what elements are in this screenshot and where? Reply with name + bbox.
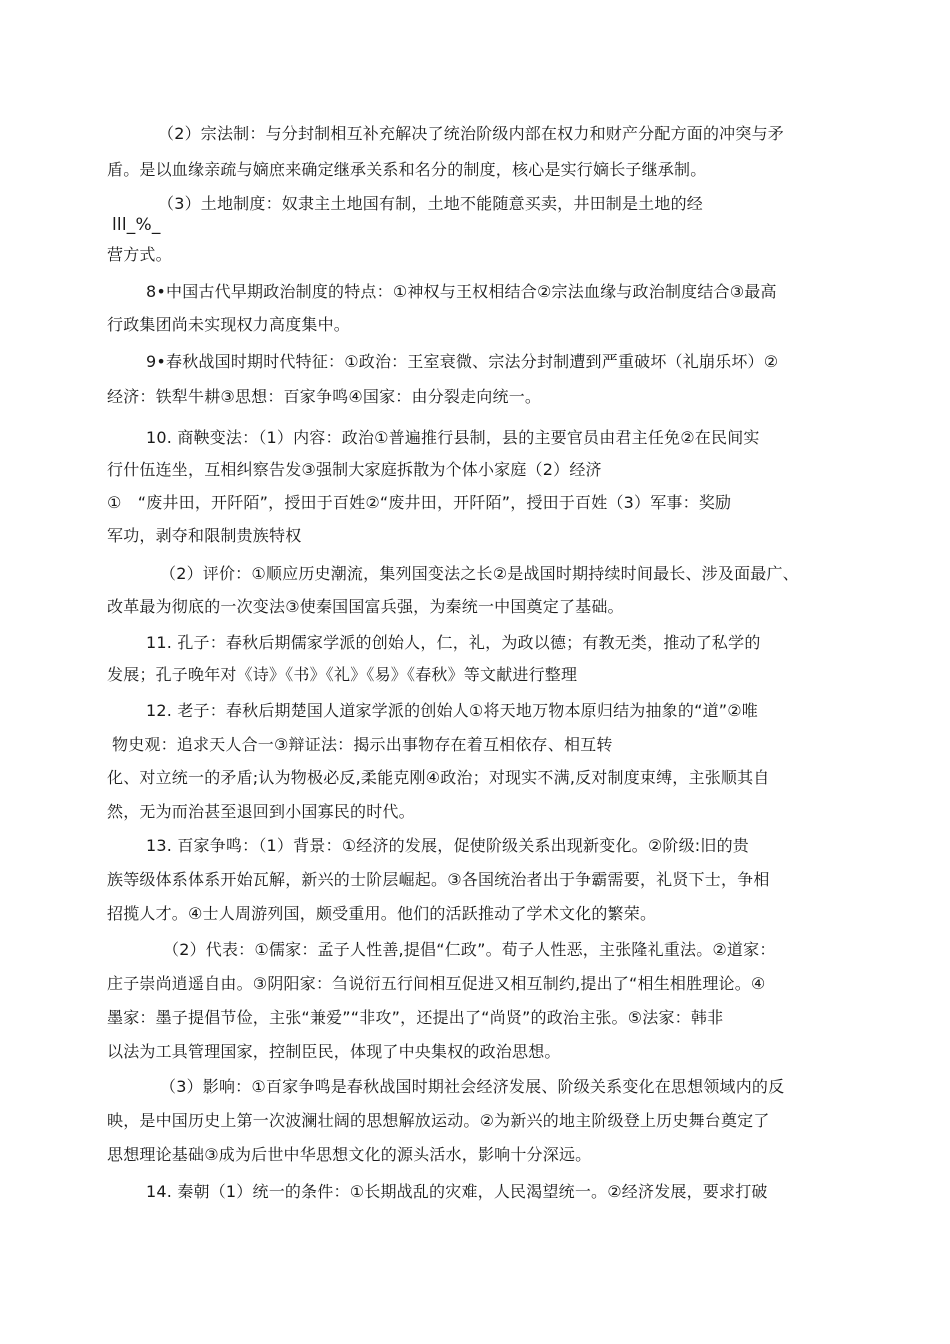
text-line: 行政集团尚未实现权力高度集中。	[107, 315, 351, 334]
text-line: （3）影响：①百家争鸣是春秋战国时期社会经济发展、阶级关系变化在思想领域内的反	[160, 1077, 785, 1096]
text-line: 8•中国古代早期政治制度的特点：①神权与王权相结合②宗法血缘与政治制度结合③最高	[146, 282, 777, 301]
text-line: 招揽人才。④士人周游列国，颇受重用。他们的活跃推动了学术文化的繁荣。	[107, 904, 657, 923]
text-line: 庄子崇尚逍遥自由。③阴阳家：刍说衍五行间相互促进又相互制约,提出了“相生相胜理论。④	[107, 974, 766, 993]
text-line: 族等级体系体系开始瓦解，新兴的士阶层崛起。③各国统治者出于争霸需要，礼贤下士，争相	[107, 870, 770, 889]
text-line: 化、对立统一的矛盾;认为物极必反,柔能克刚④政治；对现实不满,反对制度束缚，主张顺其自	[107, 768, 770, 787]
text-line: 12. 老子：春秋后期楚国人道家学派的创始人①将天地万物本原归结为抽象的“道”②唯	[146, 701, 758, 720]
stray-mark: lll_%_	[112, 215, 161, 235]
text-line: 营方式。	[107, 245, 172, 264]
text-line: 军功，剥夺和限制贵族特权	[107, 526, 302, 545]
text-line: 9•春秋战国时期时代特征：①政治：王室衰微、宗法分封制遭到严重破坏（礼崩乐坏）②	[146, 352, 779, 371]
text-line: （2）代表：①儒家：孟子人性善,提倡“仁政”。荀子人性恶，主张隆礼重法。②道家：	[163, 940, 776, 959]
text-line: 物史观：追求天人合一③辩证法：揭示出事物存在着互相依存、相互转	[112, 735, 613, 754]
text-line: 盾。是以血缘亲疏与嫡庶来确定继承关系和名分的制度，核心是实行嫡长子继承制。	[107, 160, 707, 179]
text-line: 14. 秦朝（1）统一的条件：①长期战乱的灾难，人民渴望统一。②经济发展，要求打破	[146, 1182, 768, 1201]
text-line: 13. 百家争鸣：（1）背景：①经济的发展，促使阶级关系出现新变化。②阶级:旧的贵	[146, 836, 749, 855]
text-line: 映，是中国历史上第一次波澜壮阔的思想解放运动。②为新兴的地主阶级登上历史舞台奠定了	[107, 1111, 770, 1130]
text-line: 思想理论基础③成为后世中华思想文化的源头活水，影响十分深远。	[107, 1145, 592, 1164]
text-line: 改革最为彻底的一次变法③使秦国国富兵强，为秦统一中国奠定了基础。	[107, 597, 624, 616]
text-line: 经济：铁犁牛耕③思想：百家争鸣④国家：由分裂走向统一。	[107, 387, 542, 406]
text-line: （2）评价：①顺应历史潮流，集列国变法之长②是战国时期持续时间最长、涉及面最广、	[160, 564, 799, 583]
text-line: 行什伍连坐，互相纠察告发③强制大家庭拆散为个体小家庭（2）经济	[107, 460, 602, 479]
text-line: ① “废井田，开阡陌”，授田于百姓②“废井田，开阡陌”，授田于百姓（3）军事：奖励	[107, 493, 732, 512]
text-line: 10. 商鞅变法：（1）内容：政治①普遍推行县制，县的主要官员由君主任免②在民间实	[146, 428, 760, 447]
text-line: （3）土地制度：奴隶主土地国有制，土地不能随意买卖，井田制是土地的经	[158, 194, 703, 213]
text-line: 发展；孔子晚年对《诗》《书》《礼》《易》《春秋》等文献进行整理	[107, 665, 578, 684]
text-line: 然，无为而治甚至退回到小国寡民的时代。	[107, 802, 415, 821]
text-line: 11. 孔子：春秋后期儒家学派的创始人，仁，礼，为政以德；有教无类，推动了私学的	[146, 633, 761, 652]
text-line: 墨家：墨子提倡节俭，主张“兼爱”“非攻”，还提出了“尚贤”的政治主张。⑤法家：韩非	[107, 1008, 724, 1027]
text-line: （2）宗法制：与分封制相互补充解决了统治阶级内部在权力和财产分配方面的冲突与矛	[158, 124, 784, 143]
text-line: 以法为工具管理国家，控制臣民，体现了中央集权的政治思想。	[107, 1042, 561, 1061]
